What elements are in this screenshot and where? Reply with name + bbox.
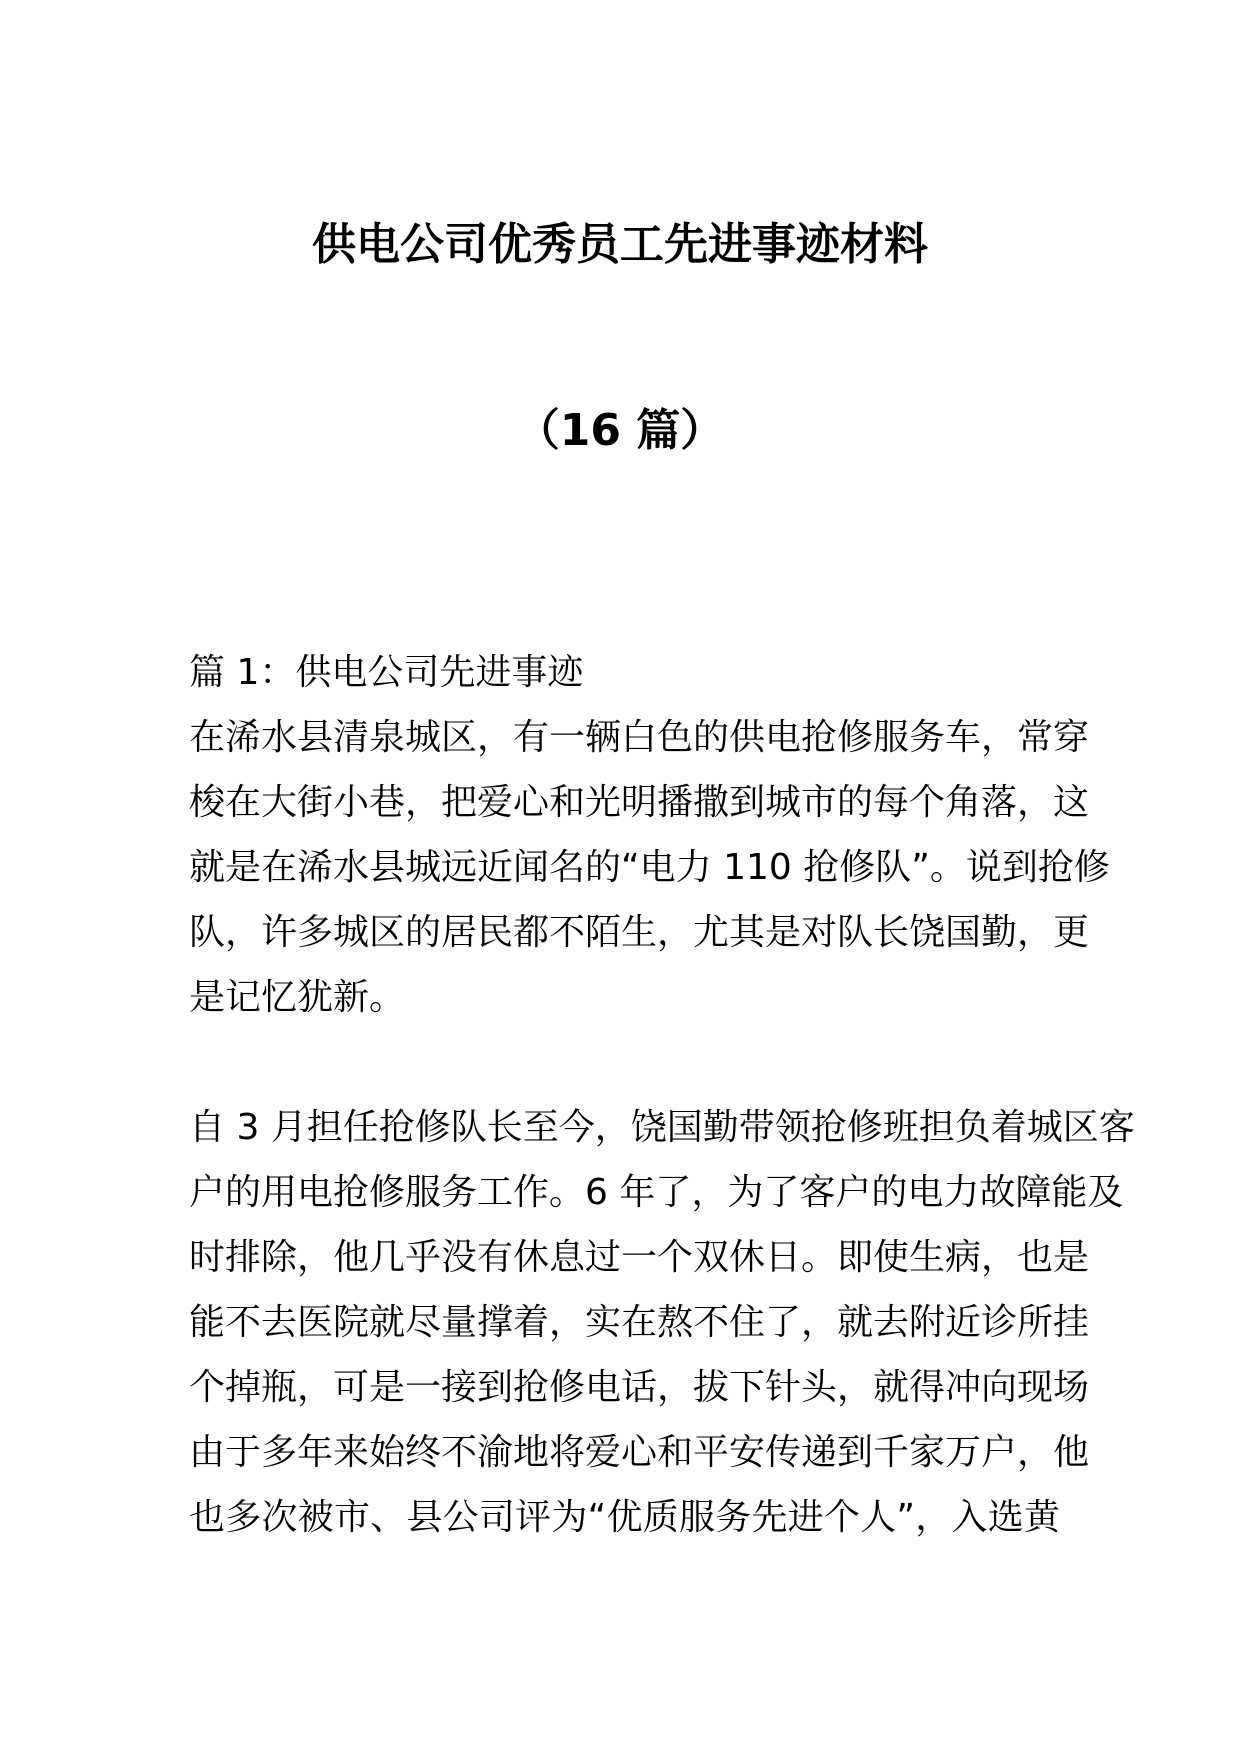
text-line: 梭在大街小巷，把爱心和光明播撒到城市的每个角落，这 (189, 782, 1090, 823)
text-line: 时排除，他几乎没有休息过一个双休日。即使生病，也是 (189, 1237, 1090, 1278)
text-line: 由于多年来始终不渝地将爱心和平安传递到千家万户，他 (189, 1432, 1090, 1473)
text-line: 在浠水县清泉城区，有一辆白色的供电抢修服务车，常穿 (189, 717, 1090, 758)
text-line: 能不去医院就尽量撑着，实在熬不住了，就去附近诊所挂 (189, 1302, 1090, 1343)
text-line: 户的用电抢修服务工作。6 年了，为了客户的电力故障能及 (189, 1172, 1124, 1213)
text-line: 自 3 月担任抢修队长至今，饶国勤带领抢修班担负着城区客 (189, 1107, 1135, 1148)
paragraph-2 (189, 1095, 1135, 1550)
document-title: 供电公司优秀员工先进事迹材料 (312, 219, 928, 270)
text-line: 队，许多城区的居民都不陌生，尤其是对队长饶国勤，更 (189, 912, 1090, 953)
document-body (189, 640, 1135, 1550)
blank-line (189, 1030, 1060, 1095)
text-line: 个掉瓶，可是一接到抢修电话，拔下针头，就得冲向现场 (189, 1367, 1090, 1408)
section-heading: 篇 1：供电公司先进事迹 (189, 652, 584, 693)
document-subtitle: （16 篇） (515, 405, 725, 456)
text-line: 是记忆犹新。 (189, 977, 406, 1018)
paragraph-1 (189, 705, 1110, 1030)
text-line: 也多次被市、县公司评为“优质服务先进个人”，入选黄 (189, 1497, 1060, 1538)
text-line: 就是在浠水县城远近闻名的“电力 110 抢修队”。说到抢修 (189, 847, 1110, 888)
